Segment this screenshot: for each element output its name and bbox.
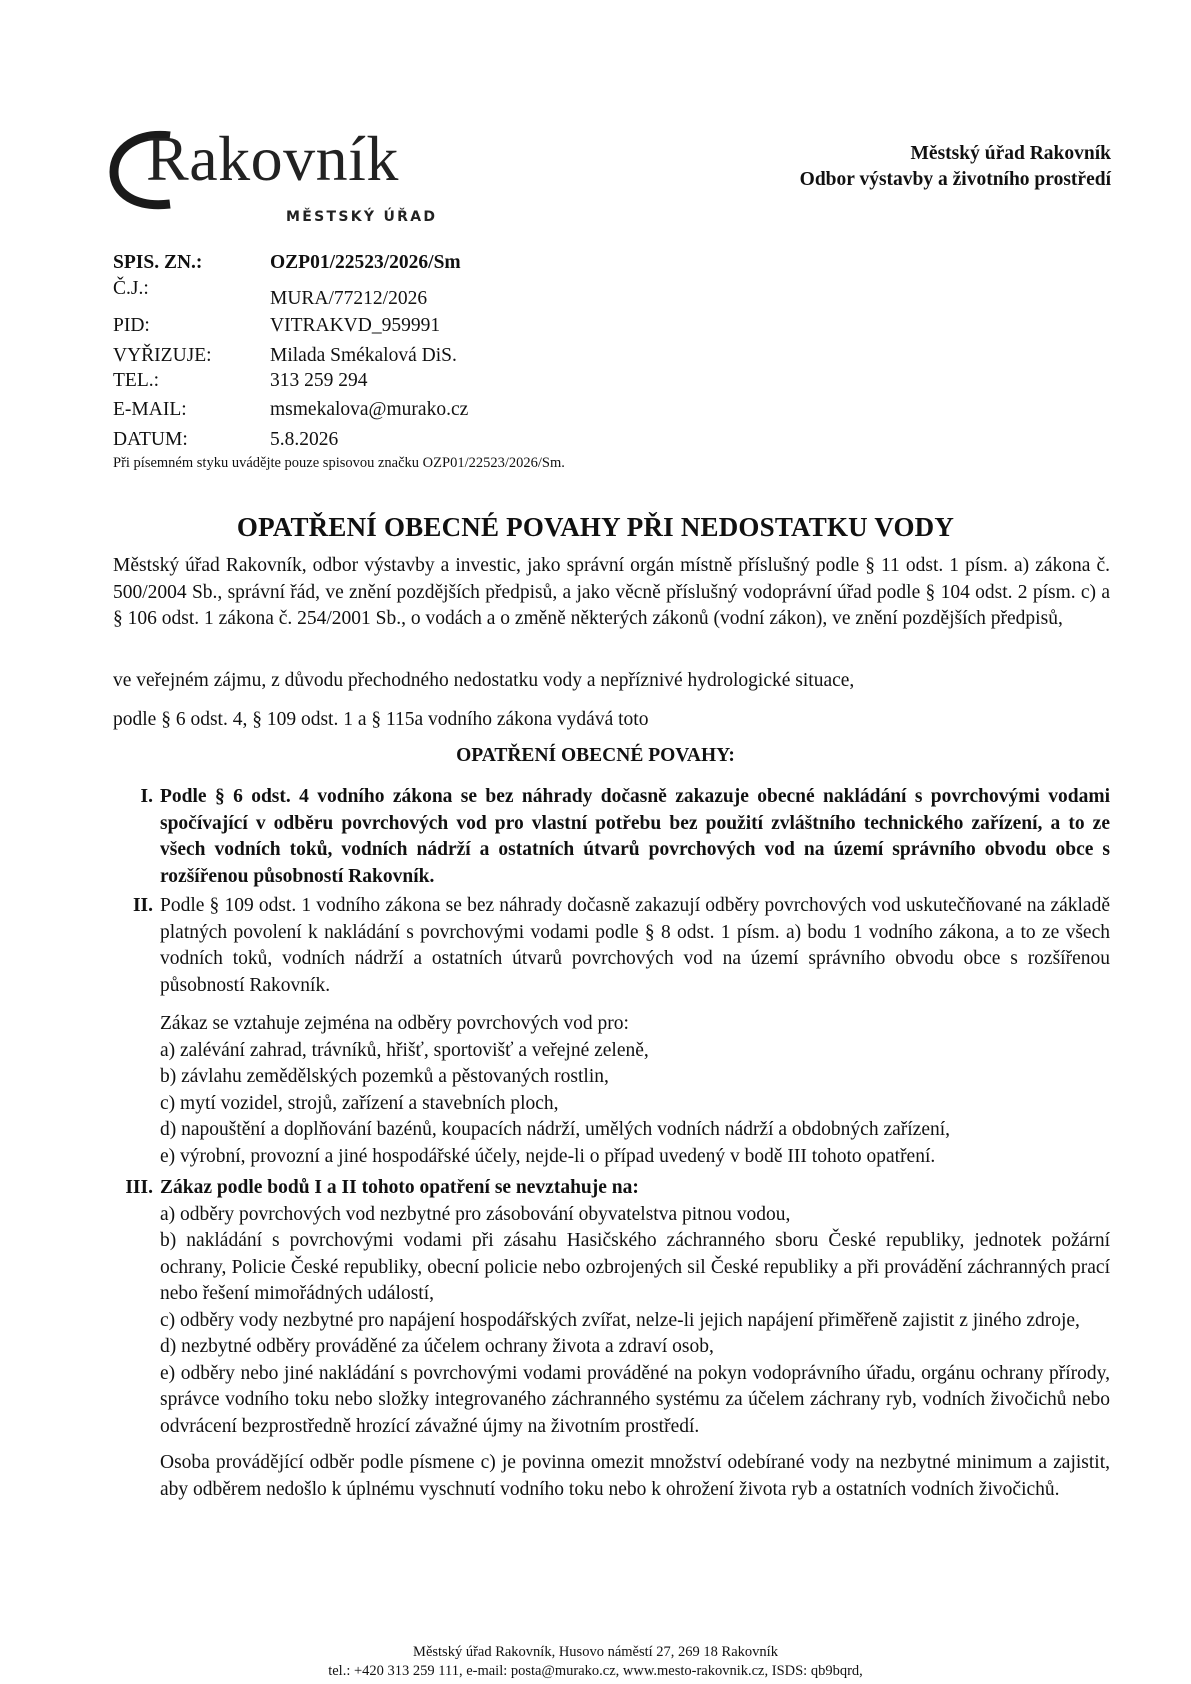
intro-text: podle § 6 odst. 4, § 109 odst. 1 a § 115a vodního zákona vydává toto [113,709,649,730]
list-item: a) odběry povrchových vod nezbytné pro zásobování obyvatelstva pitnou vodou, [160,1203,791,1225]
list-item: d) nezbytné odběry prováděné za účelem ochrany života a zdraví osob, [160,1336,714,1357]
ref-value: OZP01/22523/2026/Sm [270,252,461,273]
list-intro: Zákaz se vztahuje zejména na odběry povrchových vod pro: [160,1013,629,1034]
ref-label: DATUM: [113,429,188,450]
footer-address: Městský úřad Rakovník, Husovo náměstí 27, 269 18 Rakovník [413,1644,778,1660]
section-number: III. [125,1177,153,1198]
prohibition-list [160,1038,1110,1171]
office-name: Městský úřad Rakovník [910,143,1111,164]
ref-value: 5.8.2026 [270,429,339,450]
office-header [800,141,1111,193]
intro-text: Městský úřad Rakovník, odbor výstavby a investic, jako správní orgán místně příslušný podle § 11 odst. 1 písm. a) zákona č. 500/2004 Sb., správní řád, ve znění pozdějších předpisů, a jako věcně příslušný vodoprávní úřad podle § 104 odst. 2 písm. c) a § 106 odst. 1 zákona č. 254/2001 Sb., o vodách a o změně některých zákonů (vodní zákon), ve znění pozdějších předpisů, [113,555,1110,629]
intro-text: ve veřejném zájmu, z důvodu přechodného nedostatku vody a nepříznivé hydrologické situace, [113,670,855,691]
ref-value: Milada Smékalová DiS. [270,345,457,366]
logo-wordmark: Rakovník [146,123,399,194]
ref-label: TEL.: [113,370,160,391]
section-body [160,1175,1110,1503]
ref-label: Č.J.: [113,278,149,299]
ref-label: E-MAIL: [113,399,187,420]
section-subtitle: OPATŘENÍ OBECNÉ POVAHY: [456,745,735,766]
list-item: e) odběry nebo jiné nakládání s povrchovými vodami prováděné na pokyn vodoprávního úřadu, orgánu ochrany přírody, správce vodního toku nebo složky integrovaného záchranného systému za účelem záchrany ryb, vodních živočichů nebo odvrácení bezprostředně hrozící závažné újmy na životním prostředí. [160,1362,1110,1437]
ref-label: PID: [113,315,150,336]
ref-value: MURA/77212/2026 [270,288,428,309]
list-item: e) výrobní, provozní a jiné hospodářské účely, nejde-li o případ uvedený v bodě III tohoto opatření. [160,1145,936,1167]
ref-value: 313 259 294 [270,370,368,391]
ref-label: SPIS. ZN.: [113,252,203,273]
section-heading: Zákaz podle bodů I a II tohoto opatření se nevztahuje na: [160,1177,639,1198]
list-item: c) mytí vozidel, strojů, zařízení a stavebních ploch, [160,1092,559,1114]
list-item: d) napouštění a doplňování bazénů, koupacích nádrží, umělých vodních nádrží a obdobných zařízení, [160,1119,951,1140]
intro-paragraph-3 [113,707,1110,734]
intro-paragraph-2 [113,668,1110,695]
document-title: OPATŘENÍ OBECNÉ POVAHY PŘI NEDOSTATKU VODY [236,512,955,542]
footer-contacts: tel.: +420 313 259 111, e-mail: posta@murako.cz, www.mesto-rakovnik.cz, ISDS: qb9bqrd, [328,1663,863,1679]
ref-label: VYŘIZUJE: [113,345,212,366]
list-item: b) závlahu zemědělských pozemků a pěstovaných rostlin, [160,1066,609,1087]
section-text: Podle § 6 odst. 4 vodního zákona se bez náhrady dočasně zakazuje obecné nakládání s povrchovými vodami spočívající v odběru povrchových vod pro vlastní potřebu bez použití zvláštního technického zařízení, a to ze všech vodních toků, vodních nádrží a ostatních útvarů povrchových vod na území správního obvodu obce s rozšířenou působností Rakovník. [160,786,1110,887]
section-number: I. [140,786,153,807]
list-item: a) zalévání zahrad, trávníků, hřišť, sportovišť a veřejné zeleně, [160,1039,649,1061]
section-body [160,893,1110,1170]
closing-paragraph: Osoba provádějící odběr podle písmene c) je povinna omezit množství odebírané vody na nezbytné minimum a zajistit, aby odběrem nedošlo k úplnému vyschnutí vodního toku nebo k ohrožení života ryb a ostatních vodních živočichů. [160,1452,1110,1500]
list-item: b) nakládání s povrchovými vodami při zásahu Hasičského záchranného sboru České republiky, jednotek požární ochrany, Policie České republiky, obecní policie nebo ozbrojených sil České republiky a při provádění záchranných prací nebo řešení mimořádných událostí, [160,1230,1110,1304]
office-department: Odbor výstavby a životního prostředí [799,169,1111,190]
reference-note: Při písemném styku uvádějte pouze spisovou značku OZP01/22523/2026/Sm. [113,455,565,471]
section-text: Podle § 109 odst. 1 vodního zákona se bez náhrady dočasně zakazují odběry povrchových vod uskutečňované na základě platných povolení k nakládání s povrchovými vodami podle § 8 odst. 1 písm. a) bodu 1 vodního zákona, a to ze všech vodních toků, vodních nádrží a ostatních útvarů povrchových vod na území správního obvodu obce s rozšířenou působností Rakovník. [160,895,1110,996]
section-number: II. [132,895,153,916]
list-item: c) odběry vody nezbytné pro napájení hospodářských zvířat, nelze-li jejich napájení přiměřeně zajistit z jiného zdroje, [160,1309,1080,1331]
spacer [160,1440,1110,1450]
page-footer [0,1643,1191,1681]
logo-subtitle: MĚSTSKÝ ÚŘAD [286,209,438,225]
rakovnik-logo [108,123,458,228]
exemption-list [160,1202,1110,1441]
ref-value: msmekalova@murako.cz [270,399,469,420]
ref-value: VITRAKVD_959991 [270,315,441,336]
spacer [160,999,1110,1011]
intro-paragraph-1 [113,553,1110,633]
